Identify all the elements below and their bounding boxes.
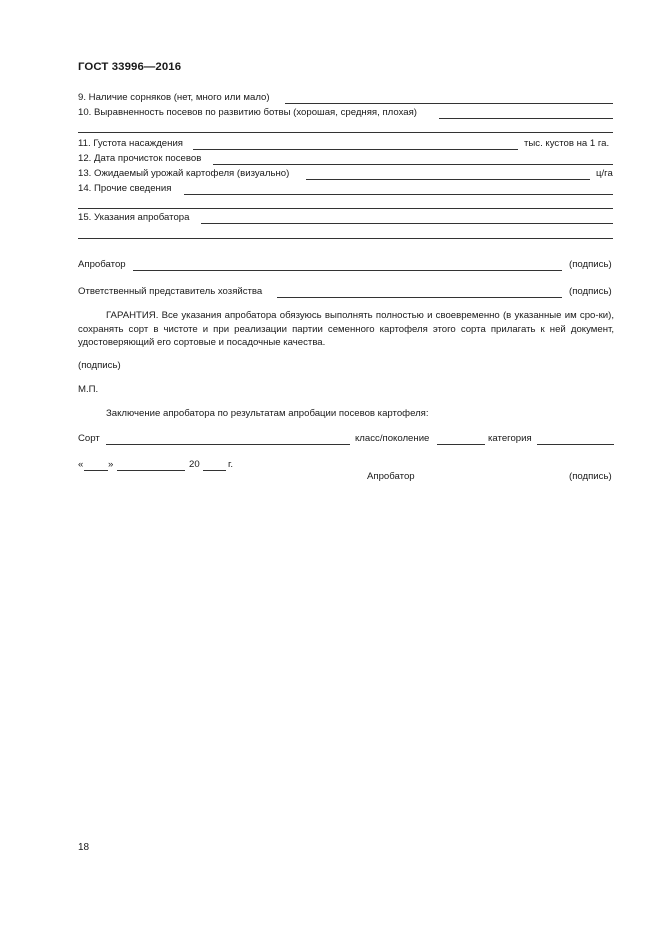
field-weeds-label: 9. Наличие сорняков (нет, много или мало)	[78, 92, 270, 103]
field-density-label: 11. Густота насаждения	[78, 138, 183, 149]
conclusion-signature-hint: (подпись)	[569, 471, 612, 482]
conclusion-approbator-label: Апробатор	[367, 471, 415, 482]
field-instructions-label: 15. Указания апробатора	[78, 212, 190, 223]
conclusion-category-label: категория	[488, 433, 532, 444]
guarantee-paragraph: ГАРАНТИЯ. Все указания апробатора обязуюсь выполнять полностью и своевременно (в указанные им сро-ки), сохранять сорт в чистоте и при реализации партии семенного картофеля этого сорта прилагать к ней документ, удостоверяющий его сортовые и посадочные качества.	[78, 310, 614, 349]
field-instructions-line-2[interactable]	[78, 238, 613, 239]
owner-rep-signature-hint: (подпись)	[569, 286, 612, 297]
field-evenness-line-2[interactable]	[78, 132, 613, 133]
field-instructions-line[interactable]	[201, 223, 613, 224]
conclusion-class-label: класс/поколение	[355, 433, 430, 444]
date-year-line[interactable]	[203, 470, 226, 471]
approbator-label: Апробатор	[78, 259, 126, 270]
date-close-quote: »	[108, 459, 114, 470]
field-yield-unit: ц/га	[596, 168, 613, 179]
seal-label: М.П.	[78, 384, 99, 395]
field-yield-line[interactable]	[306, 179, 590, 180]
approbator-signature-hint: (подпись)	[569, 259, 612, 270]
conclusion-sort-label: Сорт	[78, 433, 100, 444]
date-day-line[interactable]	[84, 470, 108, 471]
approbator-signature-line[interactable]	[133, 270, 562, 271]
date-open-quote: «	[78, 459, 84, 470]
conclusion-class-line[interactable]	[437, 444, 485, 445]
field-other-info-line-2[interactable]	[78, 208, 613, 209]
field-yield-label: 13. Ожидаемый урожай картофеля (визуально)	[78, 168, 290, 179]
page-number: 18	[78, 842, 90, 853]
conclusion-heading: Заключение апробатора по результатам апробации посевов картофеля:	[106, 408, 429, 419]
field-weeds-line[interactable]	[285, 103, 613, 104]
date-year-suffix: г.	[228, 459, 233, 470]
field-cleaning-date-label: 12. Дата прочисток посевов	[78, 153, 202, 164]
field-cleaning-date-line[interactable]	[213, 164, 613, 165]
document-header: ГОСТ 33996—2016	[78, 61, 182, 73]
date-month-line[interactable]	[117, 470, 185, 471]
field-other-info-line[interactable]	[184, 194, 613, 195]
field-evenness-label: 10. Выравненность посевов по развитию ботвы (хорошая, средняя, плохая)	[78, 107, 417, 118]
date-year-prefix: 20	[189, 459, 200, 470]
conclusion-category-line[interactable]	[537, 444, 614, 445]
field-density-line[interactable]	[193, 149, 518, 150]
owner-rep-signature-line[interactable]	[277, 297, 562, 298]
owner-rep-label: Ответственный представитель хозяйства	[78, 286, 263, 297]
guarantee-signature-hint: (подпись)	[78, 360, 121, 371]
field-other-info-label: 14. Прочие сведения	[78, 183, 172, 194]
field-evenness-line[interactable]	[439, 118, 613, 119]
conclusion-sort-line[interactable]	[106, 444, 350, 445]
field-density-unit: тыс. кустов на 1 га.	[524, 138, 610, 149]
